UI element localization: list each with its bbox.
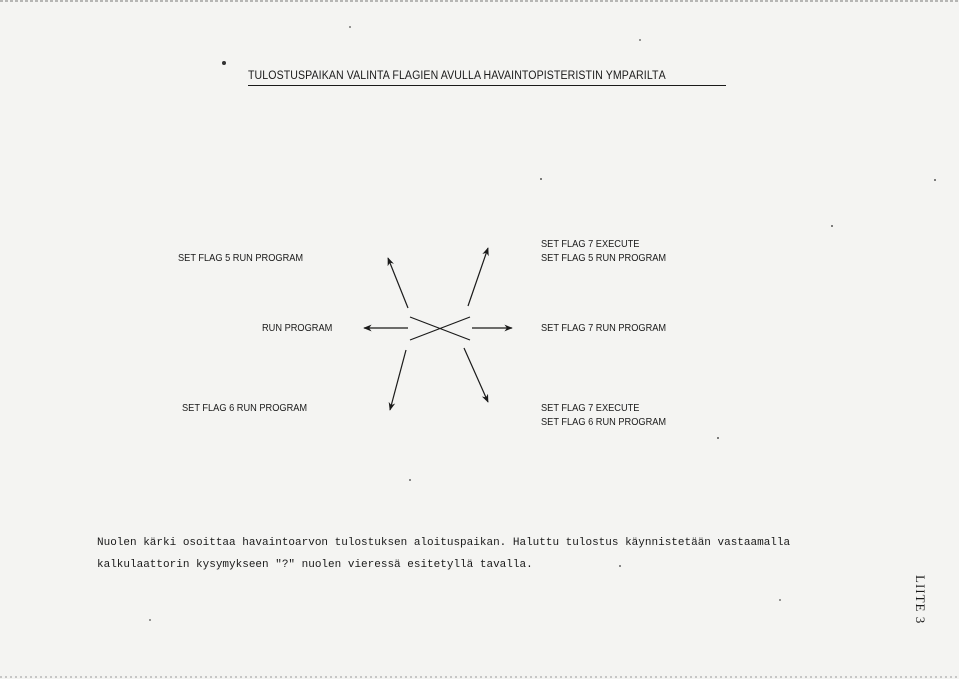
label-lower-right-line2: SET FLAG 6 RUN PROGRAM <box>541 416 667 428</box>
page-title: TULOSTUSPAIKAN VALINTA FLAGIEN AVULLA HAVAINTOPISTERISTIN YMPÄRILTÄ <box>248 70 666 82</box>
label-upper-right-line2: SET FLAG 5 RUN PROGRAM <box>541 252 667 264</box>
caption-line-1: Nuolen kärki osoittaa havaintoarvon tulostuksen aloituspaikan. Haluttu tulostus käynnistetään vastaamalla <box>97 537 791 549</box>
label-upper-right-line1: SET FLAG 7 EXECUTE <box>541 238 640 250</box>
label-upper-left: SET FLAG 5 RUN PROGRAM <box>178 252 304 264</box>
label-left: RUN PROGRAM <box>262 322 333 334</box>
label-right: SET FLAG 7 RUN PROGRAM <box>541 322 667 334</box>
caption-line-2: kalkulaattorin kysymykseen "?" nuolen vieressä esitetyllä tavalla. <box>97 559 533 571</box>
label-lower-left: SET FLAG 6 RUN PROGRAM <box>182 402 308 414</box>
label-lower-right-line1: SET FLAG 7 EXECUTE <box>541 402 640 414</box>
appendix-label: LIITE 3 <box>913 575 928 625</box>
